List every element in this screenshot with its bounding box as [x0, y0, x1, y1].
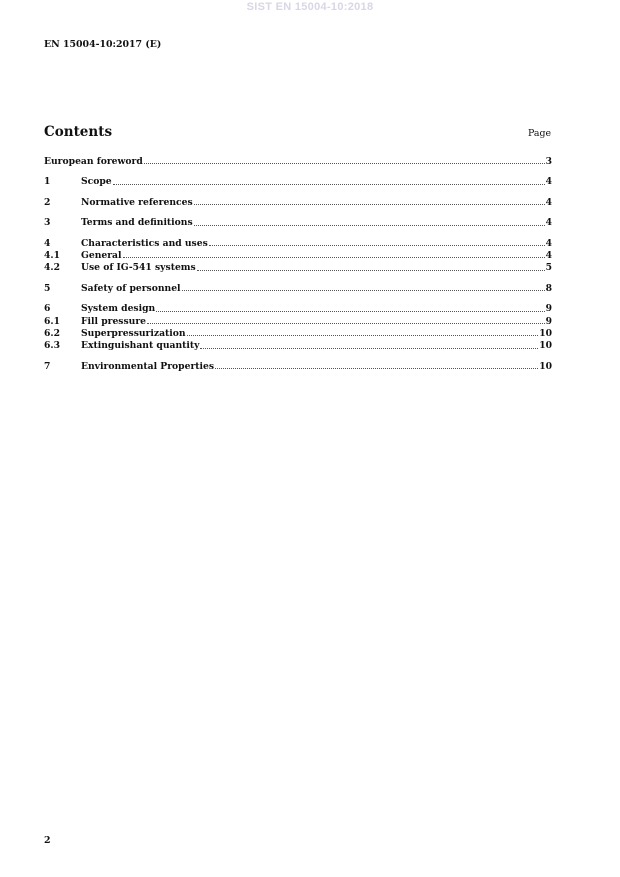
toc-leader-dots	[156, 310, 544, 312]
toc-entry-scope[interactable]	[44, 176, 552, 188]
toc-entry-foreword[interactable]	[44, 156, 552, 168]
toc-entry-number: 2	[44, 196, 51, 208]
toc-entry-number: 6.1	[44, 315, 60, 327]
toc-entry-number: 3	[44, 217, 51, 229]
toc-entry-page: 4	[545, 196, 552, 208]
page-column-label: Page	[527, 128, 551, 139]
toc-leader-dots	[194, 224, 545, 226]
toc-leader-dots	[194, 203, 545, 205]
toc-leader-dots	[182, 289, 545, 291]
toc-entry-page: 5	[545, 262, 552, 274]
toc-entry-page: 4	[545, 217, 552, 229]
toc-entry-page: 9	[545, 315, 552, 327]
toc-entry-page: 4	[545, 237, 552, 249]
toc-entry-title: Terms and definitions	[81, 217, 193, 229]
toc-entry-number: 4	[44, 237, 51, 249]
toc-leader-dots	[209, 244, 545, 246]
toc-leader-dots	[147, 322, 545, 324]
toc-entry-page: 4	[545, 249, 552, 261]
toc-entry-title: General	[81, 249, 122, 261]
toc-entry-title: Environmental Properties	[81, 360, 215, 372]
toc-entry-number: 5	[44, 282, 51, 294]
toc-entry-number: 6	[44, 303, 51, 315]
contents-heading: Contents	[44, 124, 113, 140]
toc-entry-title: Fill pressure	[81, 315, 147, 327]
toc-entry-terms-definitions[interactable]	[44, 217, 552, 229]
toc-entry-page: 10	[539, 327, 552, 339]
toc-entry-title: System design	[81, 303, 156, 315]
toc-entry-title: Extinguishant quantity	[81, 340, 200, 352]
toc-entry-page: 8	[545, 282, 552, 294]
page-number: 2	[44, 835, 51, 846]
toc-entry-page: 9	[545, 303, 552, 315]
toc-entry-superpressurization[interactable]	[44, 328, 552, 340]
toc-entry-fill-pressure[interactable]	[44, 316, 552, 328]
toc-entry-environmental-properties[interactable]	[44, 361, 552, 373]
toc-leader-dots	[123, 256, 545, 258]
watermark: SIST EN 15004-10:2018	[246, 1, 374, 13]
toc-leader-dots	[144, 162, 545, 164]
toc-entry-safety-personnel[interactable]	[44, 283, 552, 295]
toc-entry-number: 1	[44, 176, 51, 188]
toc-entry-title: Characteristics and uses	[81, 237, 208, 249]
toc-entry-number: 7	[44, 360, 51, 372]
toc-entry-number: 4.1	[44, 249, 60, 261]
toc-entry-use-ig541[interactable]	[44, 262, 552, 274]
toc-entry-page: 4	[545, 176, 552, 188]
toc-entry-characteristics-uses[interactable]	[44, 238, 552, 250]
toc-entry-title: Normative references	[81, 196, 193, 208]
toc-entry-system-design[interactable]	[44, 303, 552, 315]
document-id-header: EN 15004-10:2017 (E)	[44, 39, 162, 50]
toc-entry-page: 10	[539, 340, 552, 352]
toc-entry-number: 6.3	[44, 340, 60, 352]
toc-entry-title: Superpressurization	[81, 327, 186, 339]
toc-entry-title: Use of IG-541 systems	[81, 262, 196, 274]
toc-entry-title: Safety of personnel	[81, 282, 181, 294]
toc-entry-general[interactable]	[44, 250, 552, 262]
toc-entry-title: Scope	[81, 176, 112, 188]
toc-entry-number: 6.2	[44, 327, 60, 339]
toc-leader-dots	[215, 367, 538, 369]
toc-leader-dots	[113, 183, 545, 185]
toc-entry-title: European foreword	[44, 156, 143, 167]
toc-entry-number: 4.2	[44, 262, 60, 274]
toc-entry-normative-references[interactable]	[44, 197, 552, 209]
table-of-contents	[44, 156, 552, 373]
toc-leader-dots	[200, 347, 538, 349]
toc-leader-dots	[197, 269, 545, 271]
toc-entry-page: 10	[539, 360, 552, 372]
toc-entry-page: 3	[545, 156, 552, 167]
toc-entry-extinguishant-quantity[interactable]	[44, 340, 552, 352]
toc-leader-dots	[187, 334, 539, 336]
